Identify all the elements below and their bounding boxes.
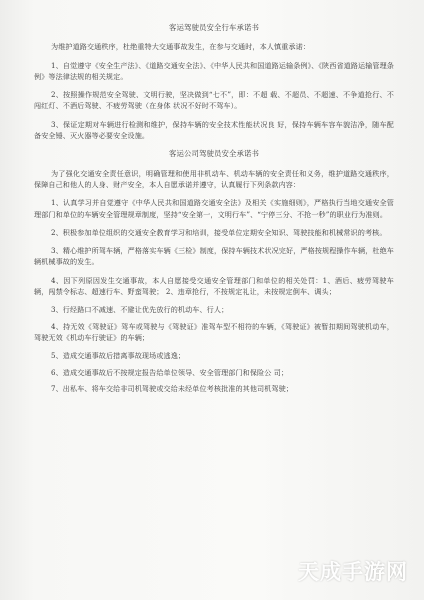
document-body [34,22,394,401]
paragraph: 4、持无效《驾驶证》驾车或驾驶与《驾驶证》准驾车型不相符的车辆，《驾驶证》被暂扣期间驾驶机动车，驾驶无效《机动车行驶证》的车辆； [34,321,394,342]
paragraph: 1、自觉遵守《安全生产法》、《道路交通安全法》、《中华人民共和国道路运输条例》、《陕西省道路运输管理条例》等法律法规的相关规定。 [34,60,394,81]
paragraph: 5、造成交通事故后措离事故现场或逃逸； [51,351,186,361]
paragraph: 1、认真学习并自觉遵守《中华人民共和国道路交通安全法》及相关《实施细则》，严格执行当地交通安全管理部门和单位的车辆安全管理规章制度，坚持“安全第一，文明行车”、“宁停三分、不抢一秒”的职业行为准则。 [34,198,394,219]
paragraph: 3、精心维护所驾车辆，严格落实车辆《三检》制度，保持车辆技术状况完好，严格按规程操作车辆，杜绝车辆机械事故的发生。 [34,246,394,267]
paragraph: 2、按照操作规范安全驾驶、文明行驶，坚决做到“七不”，即：不超 载、不超员、不超速、不争道抢行、不闯红灯、不酒后驾驶、不疲劳驾驶（在身体 状况不好时不驾车）。 [34,90,394,111]
site-watermark: 天成手游网 [298,560,408,584]
paragraph: 3、保证定期对车辆进行检测和维护，保持车辆的安全技术性能状况良 好，保持车辆车容车貌洁净，随车配备安全锤、灭火器等必要安全设施。 [34,119,394,141]
paragraph: 2、积极参加单位组织的交通安全教育学习和培训，接受单位定期安全知识、驾驶技能和机械常识的考核。 [51,227,387,237]
document-title: 客运驾驶员安全行车承诺书 [169,23,259,32]
paragraph: 7、出私车、将车交给非司机驾驶或交给未经单位考核批准的其他司机驾驶； [51,383,294,393]
paragraph: 为维护道路交通秩序，杜绝重特大交通事故发生，在参与交通时，本人慎重承诺： [51,42,310,52]
paragraph: 4、因下列原因发生交通事故，本人自愿接受交通安全管理部门和单位的相关处罚：1、酒后、疲劳驾驶车辆，闯禁令标志、超速行车、野蛮驾驶； 2、违章抢行，不按规定礼让，未按规定倒车、调头； [34,275,394,297]
section-title: 客运公司驾驶员安全承诺书 [169,149,259,159]
paragraph: 为了强化交通安全责任意识，明确管理和使用非机动车、机动车辆的安全责任和义务，维护道路交通秩序，保障自己和他人的人身、财产安全，本人自愿承诺并遵守，认真履行下列条款内容： [34,168,394,189]
paragraph: 3、行经路口不减速、不避让优先放行的机动车、行人； [51,305,229,315]
paragraph: 6、造成交通事故后不按规定报告给单位领导、安全管理部门和保险公 司； [51,367,289,377]
